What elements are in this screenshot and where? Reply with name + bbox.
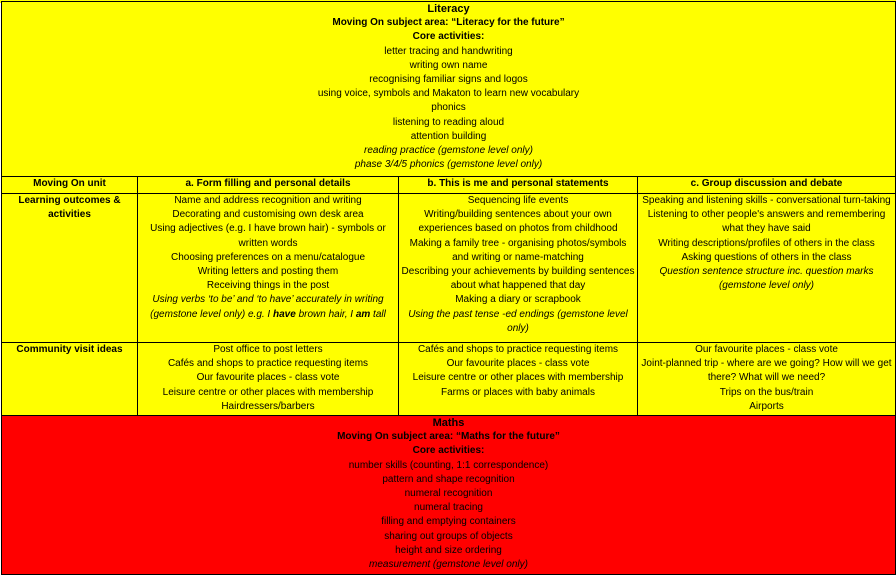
maths-activity: numeral recognition xyxy=(404,488,493,500)
gemstone-text: Using verbs ‘to be’ and ‘to have’ accurately in writing (gemstone level only) e.g. I xyxy=(150,294,384,320)
community-item: Our favourite places - class vote xyxy=(695,344,838,355)
maths-activity: number skills (counting, 1:1 correspondence) xyxy=(348,459,549,471)
outcome-gemstone: Question sentence structure inc. question marks (gemstone level only) xyxy=(659,266,874,292)
maths-activity: filling and emptying containers xyxy=(381,516,516,528)
literacy-activity: letter tracing and handwriting xyxy=(384,45,513,57)
literacy-activity: using voice, symbols and Makaton to learn new vocabulary xyxy=(317,88,580,100)
community-row xyxy=(2,343,896,416)
literacy-activity: attention building xyxy=(410,130,487,142)
outcome-item: Writing descriptions/profiles of others in the class xyxy=(658,237,875,249)
outcomes-row xyxy=(2,194,896,343)
outcomes-label: Learning outcomes & activities xyxy=(2,194,138,343)
literacy-gemstone-activity: reading practice (gemstone level only) xyxy=(364,145,533,157)
outcome-item: Listening to other people's answers and remembering what they have said xyxy=(647,209,886,235)
unit-b-outcomes xyxy=(399,194,638,343)
unit-c-community xyxy=(638,343,896,416)
community-item: Post office to post letters xyxy=(213,344,323,355)
outcome-item: Sequencing life events xyxy=(467,195,569,206)
community-item: Cafés and shops to practice requesting items xyxy=(167,358,369,370)
community-item: Farms or places with baby animals xyxy=(441,386,595,398)
unit-b-community xyxy=(399,343,638,416)
literacy-subject-area: Moving On subject area: “Literacy for the future” xyxy=(332,17,565,29)
unit-b-header: b. This is me and personal statements xyxy=(399,177,638,194)
maths-subject-area: Moving On subject area: “Maths for the future” xyxy=(337,431,560,443)
outcome-gemstone: Using the past tense -ed endings (gemstone level only) xyxy=(408,308,628,334)
unit-header-label: Moving On unit xyxy=(2,177,138,194)
literacy-cell xyxy=(2,2,896,177)
gemstone-text: tall xyxy=(370,308,386,320)
maths-activity: sharing out groups of objects xyxy=(384,530,513,542)
community-item: Our favourite places - class vote xyxy=(446,358,590,370)
maths-activity: numeral tracing xyxy=(414,502,483,514)
community-item: Trips on the bus/train xyxy=(719,386,814,398)
maths-section xyxy=(2,416,896,575)
maths-activity: pattern and shape recognition xyxy=(382,473,515,485)
unit-c-header: c. Group discussion and debate xyxy=(638,177,896,194)
literacy-section xyxy=(2,2,896,177)
outcome-item: Making a diary or scrapbook xyxy=(455,294,581,306)
maths-activity: height and size ordering xyxy=(395,544,502,556)
maths-cell xyxy=(2,416,896,575)
outcome-item: Choosing preferences on a menu/catalogue xyxy=(170,251,366,263)
outcome-item: Name and address recognition and writing xyxy=(174,195,362,206)
outcome-item: Making a family tree - organising photos/symbols and writing or name-matching xyxy=(409,237,627,263)
curriculum-table xyxy=(1,1,896,575)
literacy-gemstone-activity: phase 3/4/5 phonics (gemstone level only) xyxy=(354,159,543,171)
unit-c-outcomes xyxy=(638,194,896,343)
outcome-gemstone xyxy=(140,293,396,321)
unit-a-outcomes xyxy=(138,194,399,343)
literacy-activity: listening to reading aloud xyxy=(392,116,505,128)
maths-title: Maths xyxy=(432,417,465,429)
community-item: Cafés and shops to practice requesting items xyxy=(417,344,619,355)
community-item: Airports xyxy=(749,400,784,412)
outcome-item: Receiving things in the post xyxy=(206,280,330,292)
unit-a-community xyxy=(138,343,399,416)
outcome-item: Describing your achievements by building sentences about what happened that day xyxy=(401,266,635,292)
outcome-item: Decorating and customising own desk area xyxy=(172,209,364,221)
community-item: Joint-planned trip - where are we going? How will we get there? What will we need? xyxy=(641,358,892,384)
outcome-item: Writing letters and posting them xyxy=(197,266,339,278)
outcome-item: Asking questions of others in the class xyxy=(681,251,852,263)
gemstone-bold-word: am xyxy=(355,308,371,320)
literacy-title: Literacy xyxy=(427,3,470,15)
literacy-activity: phonics xyxy=(431,102,466,114)
community-item: Leisure centre or other places with membership xyxy=(412,372,624,384)
unit-a-header: a. Form filling and personal details xyxy=(138,177,399,194)
community-item: Hairdressers/barbers xyxy=(221,400,315,412)
community-item: Our favourite places - class vote xyxy=(196,372,340,384)
outcome-item: Using adjectives (e.g. I have brown hair) - symbols or written words xyxy=(150,223,386,249)
literacy-activity: writing own name xyxy=(409,59,488,71)
maths-gemstone-activity: measurement (gemstone level only) xyxy=(369,559,528,571)
maths-core-label: Core activities: xyxy=(412,445,485,457)
outcome-item: Writing/building sentences about your own experiences based on photos from childhood xyxy=(418,209,618,235)
gemstone-text: brown hair, I xyxy=(295,308,356,320)
community-item: Leisure centre or other places with membership xyxy=(162,386,374,398)
gemstone-bold-word: have xyxy=(273,308,296,320)
outcome-item: Speaking and listening skills - conversational turn-taking xyxy=(642,195,891,206)
unit-header-row xyxy=(2,177,896,194)
literacy-activity: recognising familiar signs and logos xyxy=(369,74,528,86)
literacy-core-label: Core activities: xyxy=(412,31,485,43)
community-label: Community visit ideas xyxy=(2,343,138,416)
